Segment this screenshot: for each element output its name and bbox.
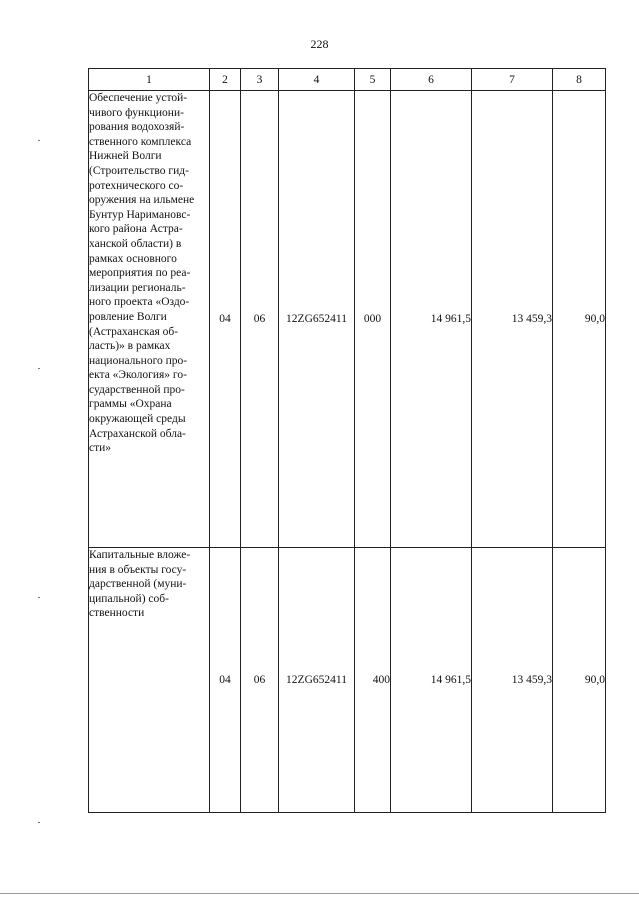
subsection-code: 06 (241, 548, 279, 813)
scan-speck (38, 597, 40, 598)
scan-edge-line (0, 893, 639, 894)
header-col-6: 6 (391, 69, 472, 91)
planned-amount: 14 961,5 (391, 548, 472, 813)
target-article-code: 12ZG652411 (279, 548, 355, 813)
executed-amount: 13 459,3 (472, 91, 553, 548)
row-description: Обеспечение устой- чивого функциони- рования водохозяй- ственного комплекса Нижней Волги (Строительство гид- ротехнического со- оружения на ильмене Бунтур Наримановс- кого района Астра- ханской области) в рамках основного мероприятия по реа- лизации региональ- ного проекта «Оздо- ровление Волги (Астраханская об- ласть)» в рамках национального про- екта «Экология» го- сударственной про- граммы «Охрана окружающей среды Астраханской обла- сти» (89, 91, 210, 548)
header-col-7: 7 (472, 69, 553, 91)
section-code: 04 (210, 548, 241, 813)
execution-percent: 90,0 (553, 548, 606, 813)
subsection-code: 06 (241, 91, 279, 548)
execution-percent: 90,0 (553, 91, 606, 548)
expense-type-code: 400 (355, 548, 391, 813)
header-col-2: 2 (210, 69, 241, 91)
scan-speck (38, 140, 40, 141)
budget-table (88, 68, 606, 813)
scan-speck (38, 822, 40, 823)
expense-type-code: 000 (355, 91, 391, 548)
header-col-1: 1 (89, 69, 210, 91)
header-col-3: 3 (241, 69, 279, 91)
section-code: 04 (210, 91, 241, 548)
scan-speck (38, 368, 40, 369)
executed-amount: 13 459,3 (472, 548, 553, 813)
header-col-5: 5 (355, 69, 391, 91)
table-row (89, 91, 606, 548)
page-number: 228 (310, 37, 329, 51)
table-row (89, 548, 606, 813)
header-col-8: 8 (553, 69, 606, 91)
table-header-row (89, 69, 606, 91)
planned-amount: 14 961,5 (391, 91, 472, 548)
row-description: Капитальные вложе- ния в объекты госу- дарственной (муни- ципальной) соб- ственности (89, 548, 210, 813)
target-article-code: 12ZG652411 (279, 91, 355, 548)
header-col-4: 4 (279, 69, 355, 91)
